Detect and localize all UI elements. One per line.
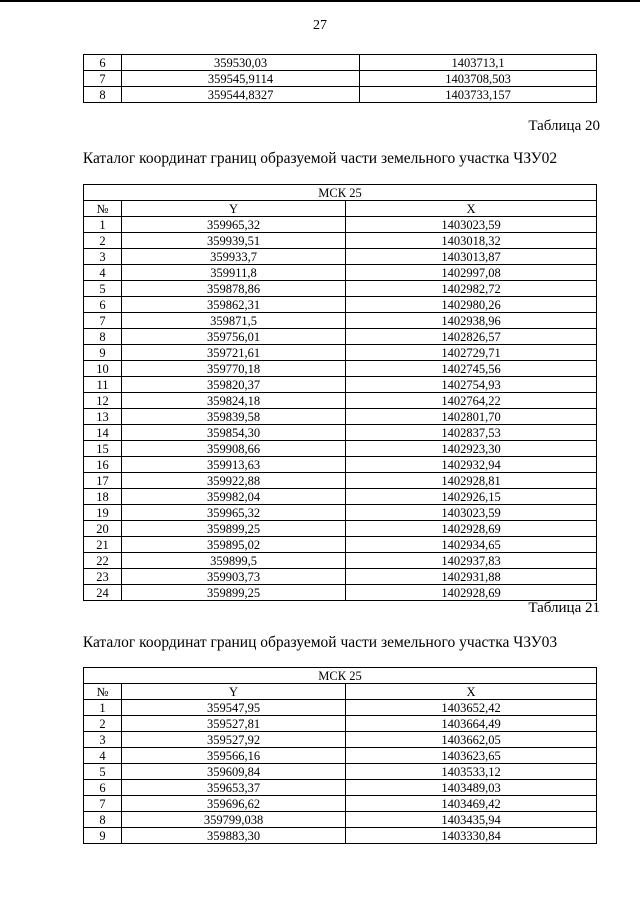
y-coordinate-cell: 359899,25 [122, 521, 346, 537]
table-row [84, 87, 597, 103]
table-row [84, 361, 597, 377]
x-coordinate-cell: 1402934,65 [346, 537, 597, 553]
x-coordinate-cell: 1403733,157 [360, 87, 597, 103]
row-number-cell: 6 [84, 55, 122, 71]
table-row [84, 71, 597, 87]
y-coordinate-cell: 359922,88 [122, 473, 346, 489]
y-coordinate-cell: 359854,30 [122, 425, 346, 441]
y-coordinate-cell: 359824,18 [122, 393, 346, 409]
y-coordinate-cell: 359878,86 [122, 281, 346, 297]
y-coordinate-cell: 359696,62 [122, 796, 346, 812]
y-coordinate-cell: 359899,25 [122, 585, 346, 601]
table-20-body [84, 217, 597, 601]
x-coordinate-cell: 1402729,71 [346, 345, 597, 361]
y-coordinate-cell: 359721,61 [122, 345, 346, 361]
table-row [84, 409, 597, 425]
table-row [84, 297, 597, 313]
row-number-cell: 3 [84, 732, 122, 748]
row-number-cell: 4 [84, 265, 122, 281]
y-coordinate-cell: 359566,16 [122, 748, 346, 764]
row-number-cell: 16 [84, 457, 122, 473]
row-number-cell: 8 [84, 87, 122, 103]
row-number-cell: 12 [84, 393, 122, 409]
table-20-system-header: МСК 25 [84, 185, 597, 201]
x-coordinate-cell: 1402937,83 [346, 553, 597, 569]
y-coordinate-cell: 359871,5 [122, 313, 346, 329]
x-coordinate-cell: 1403469,42 [346, 796, 597, 812]
page-number: 27 [313, 18, 327, 33]
y-coordinate-cell: 359839,58 [122, 409, 346, 425]
table-21 [83, 667, 597, 844]
row-number-cell: 18 [84, 489, 122, 505]
x-coordinate-cell: 1403708,503 [360, 71, 597, 87]
x-coordinate-cell: 1402928,69 [346, 585, 597, 601]
table-21-body [84, 700, 597, 844]
x-coordinate-cell: 1403023,59 [346, 505, 597, 521]
row-number-cell: 19 [84, 505, 122, 521]
x-coordinate-cell: 1403662,05 [346, 732, 597, 748]
table-20-col-x: X [346, 201, 597, 217]
table-row [84, 812, 597, 828]
table-row [84, 537, 597, 553]
y-coordinate-cell: 359547,95 [122, 700, 346, 716]
table-row [84, 489, 597, 505]
y-coordinate-cell: 359530,03 [122, 55, 360, 71]
y-coordinate-cell: 359939,51 [122, 233, 346, 249]
y-coordinate-cell: 359903,73 [122, 569, 346, 585]
x-coordinate-cell: 1403018,32 [346, 233, 597, 249]
y-coordinate-cell: 359756,01 [122, 329, 346, 345]
table-row [84, 732, 597, 748]
row-number-cell: 22 [84, 553, 122, 569]
x-coordinate-cell: 1402928,69 [346, 521, 597, 537]
row-number-cell: 2 [84, 233, 122, 249]
table-row [84, 329, 597, 345]
row-number-cell: 5 [84, 764, 122, 780]
table-row [84, 425, 597, 441]
x-coordinate-cell: 1402928,81 [346, 473, 597, 489]
y-coordinate-cell: 359609,84 [122, 764, 346, 780]
x-coordinate-cell: 1402938,96 [346, 313, 597, 329]
y-coordinate-cell: 359527,92 [122, 732, 346, 748]
row-number-cell: 24 [84, 585, 122, 601]
table-row [84, 393, 597, 409]
table-row [84, 377, 597, 393]
x-coordinate-cell: 1402926,15 [346, 489, 597, 505]
row-number-cell: 9 [84, 345, 122, 361]
x-coordinate-cell: 1403664,49 [346, 716, 597, 732]
table-21-title: Каталог координат границ образуемой части земельного участка ЧЗУ03 [82, 634, 558, 651]
row-number-cell: 14 [84, 425, 122, 441]
x-coordinate-cell: 1402837,53 [346, 425, 597, 441]
table-row [84, 553, 597, 569]
row-number-cell: 2 [84, 716, 122, 732]
row-number-cell: 23 [84, 569, 122, 585]
x-coordinate-cell: 1403713,1 [360, 55, 597, 71]
x-coordinate-cell: 1402980,26 [346, 297, 597, 313]
x-coordinate-cell: 1403623,65 [346, 748, 597, 764]
row-number-cell: 6 [84, 297, 122, 313]
y-coordinate-cell: 359908,66 [122, 441, 346, 457]
table-row [84, 233, 597, 249]
table-row [84, 716, 597, 732]
y-coordinate-cell: 359799,038 [122, 812, 346, 828]
row-number-cell: 11 [84, 377, 122, 393]
y-coordinate-cell: 359933,7 [122, 249, 346, 265]
x-coordinate-cell: 1402754,93 [346, 377, 597, 393]
row-number-cell: 8 [84, 329, 122, 345]
row-number-cell: 7 [84, 313, 122, 329]
y-coordinate-cell: 359544,8327 [122, 87, 360, 103]
row-number-cell: 21 [84, 537, 122, 553]
table-row [84, 313, 597, 329]
x-coordinate-cell: 1403489,03 [346, 780, 597, 796]
row-number-cell: 3 [84, 249, 122, 265]
x-coordinate-cell: 1402931,88 [346, 569, 597, 585]
x-coordinate-cell: 1403435,94 [346, 812, 597, 828]
x-coordinate-cell: 1402764,22 [346, 393, 597, 409]
x-coordinate-cell: 1402801,70 [346, 409, 597, 425]
row-number-cell: 7 [84, 796, 122, 812]
y-coordinate-cell: 359770,18 [122, 361, 346, 377]
row-number-cell: 20 [84, 521, 122, 537]
y-coordinate-cell: 359899,5 [122, 553, 346, 569]
y-coordinate-cell: 359895,02 [122, 537, 346, 553]
y-coordinate-cell: 359545,9114 [122, 71, 360, 87]
table-row [84, 748, 597, 764]
y-coordinate-cell: 359913,63 [122, 457, 346, 473]
table-row [84, 764, 597, 780]
row-number-cell: 8 [84, 812, 122, 828]
y-coordinate-cell: 359653,37 [122, 780, 346, 796]
table-row [84, 585, 597, 601]
y-coordinate-cell: 359965,32 [122, 505, 346, 521]
x-coordinate-cell: 1402826,57 [346, 329, 597, 345]
row-number-cell: 6 [84, 780, 122, 796]
x-coordinate-cell: 1403533,12 [346, 764, 597, 780]
table-21-system-header: МСК 25 [84, 668, 597, 684]
y-coordinate-cell: 359820,37 [122, 377, 346, 393]
x-coordinate-cell: 1403023,59 [346, 217, 597, 233]
table-row [84, 569, 597, 585]
y-coordinate-cell: 359911,8 [122, 265, 346, 281]
row-number-cell: 1 [84, 217, 122, 233]
x-coordinate-cell: 1402982,72 [346, 281, 597, 297]
table-21-col-y: Y [122, 684, 346, 700]
table-21-col-x: X [346, 684, 597, 700]
table-row [84, 828, 597, 844]
y-coordinate-cell: 359527,81 [122, 716, 346, 732]
table-row [84, 345, 597, 361]
continued-coordinates-table [83, 54, 597, 103]
row-number-cell: 17 [84, 473, 122, 489]
row-number-cell: 10 [84, 361, 122, 377]
table-row [84, 281, 597, 297]
table-row [84, 217, 597, 233]
row-number-cell: 7 [84, 71, 122, 87]
x-coordinate-cell: 1402932,94 [346, 457, 597, 473]
row-number-cell: 15 [84, 441, 122, 457]
y-coordinate-cell: 359862,31 [122, 297, 346, 313]
table-row [84, 265, 597, 281]
x-coordinate-cell: 1403013,87 [346, 249, 597, 265]
table-row [84, 521, 597, 537]
x-coordinate-cell: 1402923,30 [346, 441, 597, 457]
table-20-col-y: Y [122, 201, 346, 217]
x-coordinate-cell: 1403652,42 [346, 700, 597, 716]
continued-table-body [84, 55, 597, 103]
table-row [84, 505, 597, 521]
table-20-title: Каталог координат границ образуемой части земельного участка ЧЗУ02 [82, 150, 558, 167]
table-20-label: Таблица 20 [528, 118, 600, 134]
table-row [84, 55, 597, 71]
x-coordinate-cell: 1403330,84 [346, 828, 597, 844]
table-row [84, 780, 597, 796]
row-number-cell: 4 [84, 748, 122, 764]
table-21-col-number: № [84, 684, 122, 700]
x-coordinate-cell: 1402997,08 [346, 265, 597, 281]
row-number-cell: 1 [84, 700, 122, 716]
row-number-cell: 5 [84, 281, 122, 297]
table-row [84, 457, 597, 473]
y-coordinate-cell: 359965,32 [122, 217, 346, 233]
row-number-cell: 13 [84, 409, 122, 425]
table-20 [83, 184, 597, 601]
x-coordinate-cell: 1402745,56 [346, 361, 597, 377]
table-row [84, 796, 597, 812]
table-row [84, 700, 597, 716]
table-row [84, 249, 597, 265]
row-number-cell: 9 [84, 828, 122, 844]
y-coordinate-cell: 359883,30 [122, 828, 346, 844]
table-21-label: Таблица 21 [528, 600, 600, 616]
table-row [84, 441, 597, 457]
table-20-col-number: № [84, 201, 122, 217]
y-coordinate-cell: 359982,04 [122, 489, 346, 505]
top-edge-rule [0, 0, 640, 2]
table-row [84, 473, 597, 489]
